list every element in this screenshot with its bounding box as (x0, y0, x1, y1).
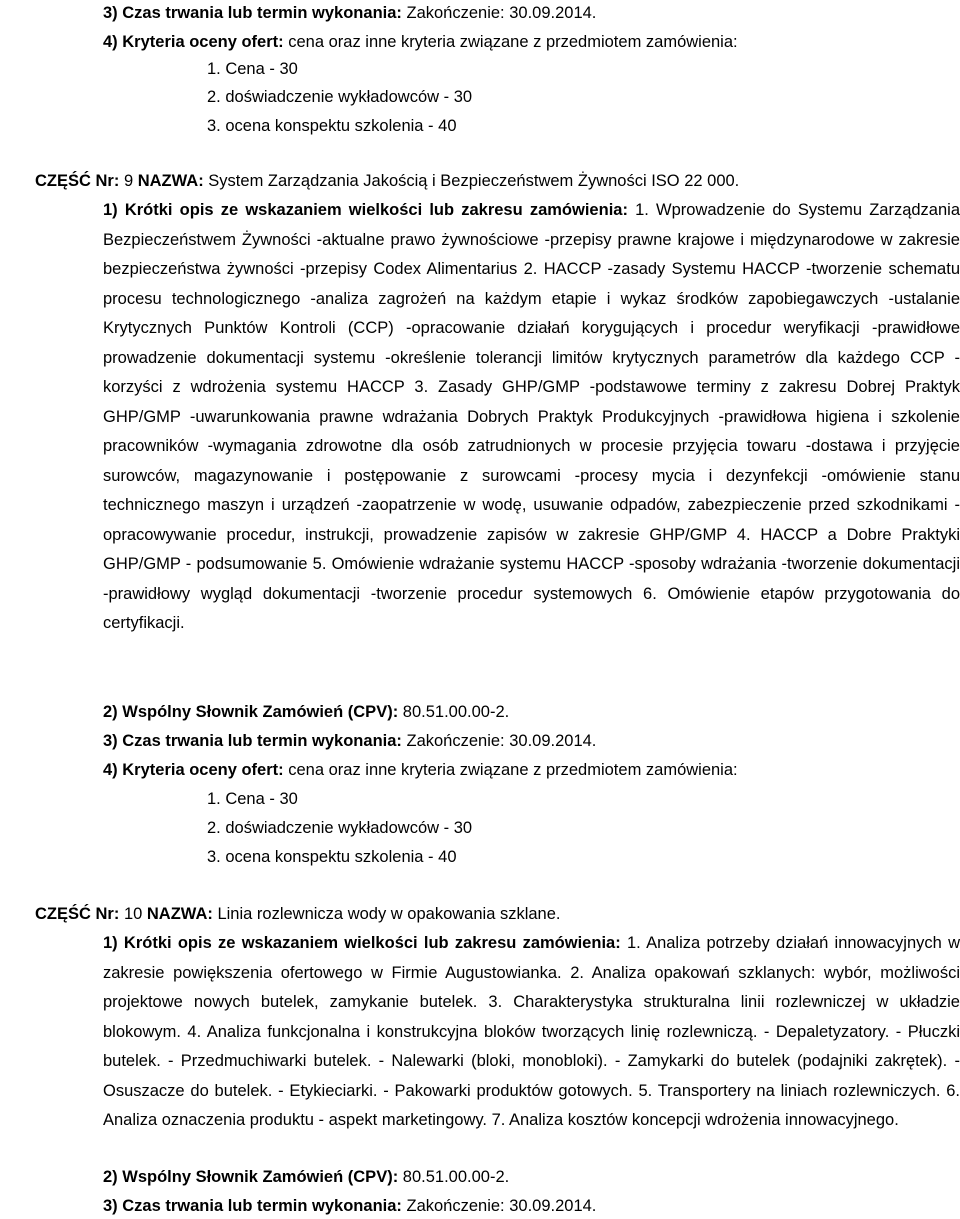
part-number: 10 (123, 905, 143, 923)
cpv-row (103, 702, 509, 722)
part-name: Linia rozlewnicza wody w opakowania szklane. (217, 905, 561, 923)
cpv-value: 80.51.00.00-2. (402, 703, 510, 721)
criteria-row (103, 760, 738, 780)
cpv-row (103, 1167, 509, 1187)
part-description (103, 196, 960, 639)
part-description (103, 929, 960, 1136)
criteria-item: 1. Cena - 30 (207, 790, 298, 808)
criteria-label: 4) Kryteria oceny ofert: (103, 761, 284, 779)
duration-label: 3) Czas trwania lub termin wykonania: (103, 1197, 402, 1215)
description-label: 1) Krótki opis ze wskazaniem wielkości lub zakresu zamówienia: (103, 201, 628, 219)
criteria-value: cena oraz inne kryteria związane z przedmiotem zamówienia: (288, 761, 738, 779)
criteria-row (103, 32, 738, 52)
criteria-item: 2. doświadczenie wykładowców - 30 (207, 819, 473, 837)
criteria-label: 4) Kryteria oceny ofert: (103, 33, 284, 51)
duration-row (103, 3, 596, 23)
description-text: 1. Analiza potrzeby działań innowacyjnych w zakresie powiększenia ofertowego w Firmie Augustowianka. 2. Analiza opakowań szklanych: wybór, możliwości projektowe nowych butelek, zamykanie butelek. 3. Charakterystyka strukturalna linii rozlewniczej w układzie blokowym. 4. Analiza funkcjonalna i konstrukcyjna bloków tworzących linię rozlewniczą. - Depaletyzatory. - Płuczki butelek. - Przedmuchiwarki butelek. - Nalewarki (bloki, monobloki). - Zamykarki do butelek (podajniki zakrętek). - Osuszacze do butelek. - Etykieciarki. - Pakowarki produktów gotowych. 5. Transportery na liniach rozlewniczych. 6. Analiza oznaczenia produktu - aspekt marketingowy. 7. Analiza kosztów koncepcji wdrożenia innowacyjnego. (103, 934, 960, 1129)
name-label: NAZWA: (137, 172, 204, 190)
part-label: CZĘŚĆ Nr: (35, 172, 120, 190)
description-text: 1. Wprowadzenie do Systemu Zarządzania Bezpieczeństwem Żywności -aktualne prawo żywnościowe -przepisy prawne krajowe i międzynarodowe w zakresie bezpieczeństwa żywności -przepisy Codex Alimentarius 2. HACCP -zasady Systemu HACCP -tworzenie schematu procesu technologicznego -analiza zagrożeń na każdym etapie i wykaz środków zapobiegawczych -ustalanie Krytycznych Punktów Kontroli (CCP) -opracowanie działań korygujących i procedur weryfikacji -prawidłowe prowadzenie dokumentacji systemu -określenie tolerancji limitów krytycznych parametrów dla każdego CCP - korzyści z wdrożenia systemu HACCP 3. Zasady GHP/GMP -podstawowe terminy z zakresu Dobrej Praktyk GHP/GMP -uwarunkowania prawne wdrażania Dobrych Praktyk Produkcyjnych -prawidłowa higiena i szkolenie pracowników -wymagania zdrowotne dla osób zatrudnionych w procesie przyjęcia towaru -dostawa i przyjęcie surowców, magazynowanie i postępowanie z surowcami -procesy mycia i dezynfekcji -omówienie stanu technicznego maszyn i urządzeń -zaopatrzenie w wodę, usuwanie odpadów, zabezpieczenie przed szkodnikami -opracowywanie procedur, instrukcji, prowadzenie zapisów w zakresie GHP/GMP 4. HACCP a Dobre Praktyki GHP/GMP - podsumowanie 5. Omówienie wdrażanie systemu HACCP -sposoby wdrażania -tworzenie dokumentacji -prawidłowy wygląd dokumentacji -tworzenie procedur systemowych 6. Omówienie etapów przygotowania do certyfikacji. (103, 201, 960, 632)
criteria-item: 1. Cena - 30 (207, 60, 298, 78)
cpv-label: 2) Wspólny Słownik Zamówień (CPV): (103, 1168, 399, 1186)
duration-row (103, 731, 596, 751)
criteria-item: 3. ocena konspektu szkolenia - 40 (207, 848, 457, 866)
criteria-value: cena oraz inne kryteria związane z przedmiotem zamówienia: (288, 33, 738, 51)
duration-label: 3) Czas trwania lub termin wykonania: (103, 732, 402, 750)
criteria-item: 2. doświadczenie wykładowców - 30 (207, 88, 473, 106)
part-header (35, 171, 739, 191)
part-label: CZĘŚĆ Nr: (35, 905, 120, 923)
name-label: NAZWA: (146, 905, 213, 923)
description-label: 1) Krótki opis ze wskazaniem wielkości lub zakresu zamówienia: (103, 934, 621, 952)
part-header (35, 904, 560, 924)
duration-value: Zakończenie: 30.09.2014. (406, 1197, 597, 1215)
duration-value: Zakończenie: 30.09.2014. (406, 4, 597, 22)
criteria-item: 3. ocena konspektu szkolenia - 40 (207, 117, 457, 135)
cpv-value: 80.51.00.00-2. (402, 1168, 510, 1186)
duration-row (103, 1196, 596, 1216)
duration-value: Zakończenie: 30.09.2014. (406, 732, 597, 750)
duration-label: 3) Czas trwania lub termin wykonania: (103, 4, 402, 22)
part-number: 9 (123, 172, 134, 190)
part-name: System Zarządzania Jakością i Bezpieczeństwem Żywności ISO 22 000. (208, 172, 740, 190)
cpv-label: 2) Wspólny Słownik Zamówień (CPV): (103, 703, 399, 721)
